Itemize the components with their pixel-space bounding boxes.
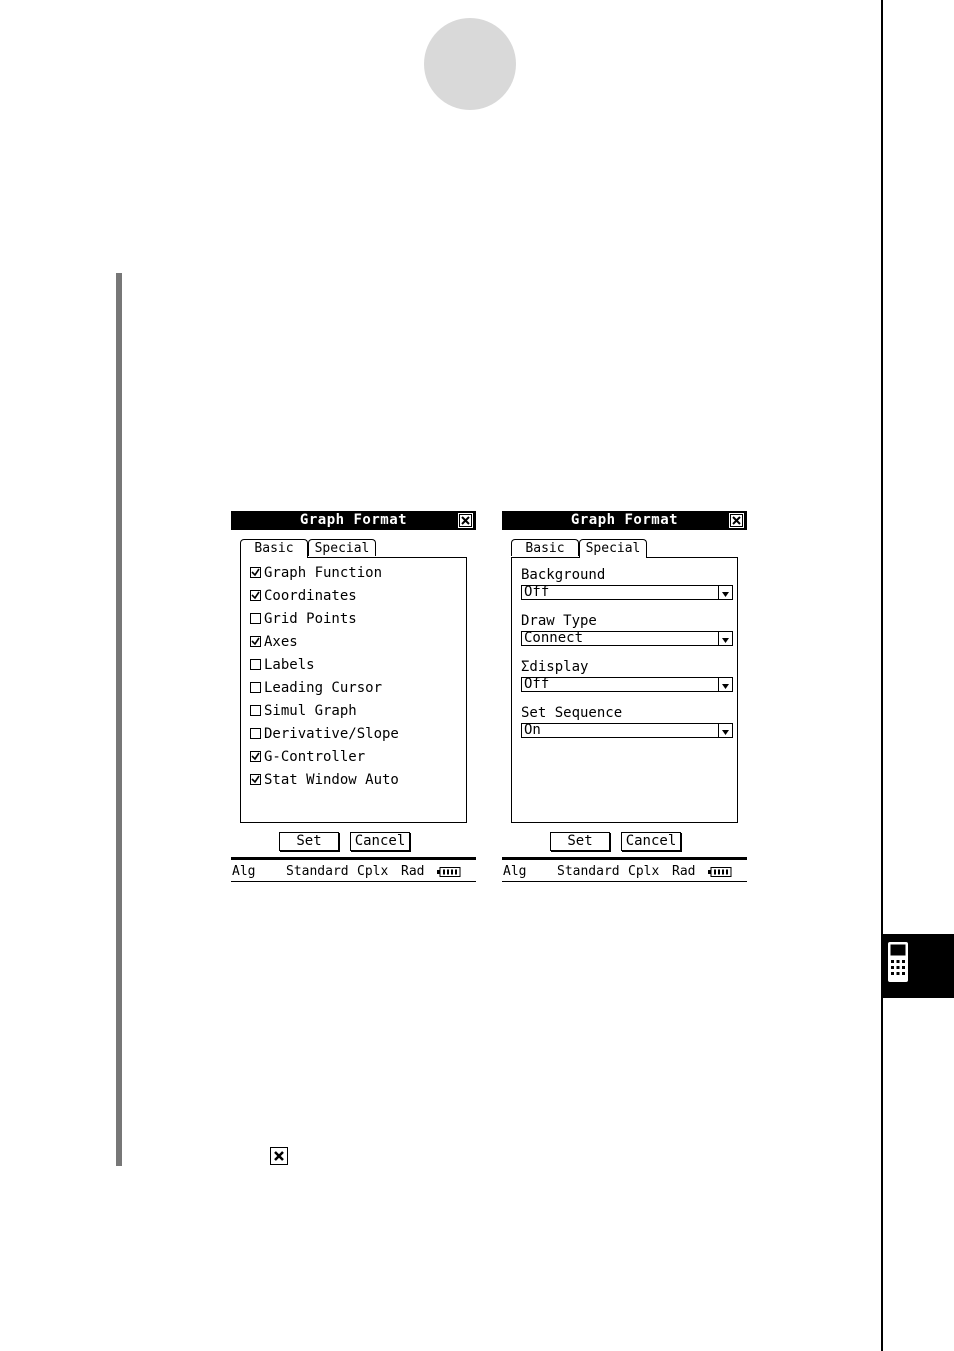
- checkbox-leading-cursor[interactable]: [250, 679, 382, 697]
- status-bottom-rule: [231, 881, 476, 882]
- checkbox-grid-points[interactable]: [250, 610, 357, 628]
- battery-icon: [708, 867, 732, 877]
- checkbox-checked[interactable]: [250, 774, 261, 785]
- checkbox-stat-window-auto[interactable]: [250, 771, 399, 789]
- status-bar: [231, 864, 476, 880]
- checkbox-label: Labels: [264, 657, 315, 673]
- graph-format-dialog-special: [502, 511, 747, 885]
- status-bar: [502, 864, 747, 880]
- checkbox-unchecked[interactable]: [250, 728, 261, 739]
- sigma-display-label: Σdisplay: [521, 659, 589, 675]
- checkbox-checked[interactable]: [250, 636, 261, 647]
- close-icon[interactable]: [729, 513, 744, 528]
- status-bottom-rule: [502, 881, 747, 882]
- checkbox-derivative-slope[interactable]: [250, 725, 399, 743]
- checkbox-checked[interactable]: [250, 751, 261, 762]
- set-sequence-select[interactable]: [521, 723, 733, 738]
- checkbox-unchecked[interactable]: [250, 682, 261, 693]
- status-divider: [231, 857, 476, 860]
- status-standard[interactable]: Standard: [286, 864, 349, 879]
- triangle-down-icon[interactable]: [718, 586, 732, 599]
- close-icon[interactable]: [458, 513, 473, 528]
- checkbox-label: Axes: [264, 634, 298, 650]
- checkbox-label: Stat Window Auto: [264, 772, 399, 788]
- status-rad[interactable]: Rad: [401, 864, 425, 879]
- set-sequence-label: Set Sequence: [521, 705, 623, 721]
- sigma-display-value: Off: [524, 676, 550, 692]
- cancel-button[interactable]: Cancel: [621, 832, 681, 851]
- checkbox-label: Derivative/Slope: [264, 726, 399, 742]
- background-label: Background: [521, 567, 606, 583]
- checkbox-labels[interactable]: [250, 656, 315, 674]
- checkbox-simul-graph[interactable]: [250, 702, 357, 720]
- checkbox-label: Coordinates: [264, 588, 357, 604]
- sigma-display-select[interactable]: [521, 677, 733, 692]
- checkbox-axes[interactable]: [250, 633, 298, 651]
- background-select[interactable]: [521, 585, 733, 600]
- set-sequence-value: On: [524, 722, 541, 738]
- dialog-title: Graph Format: [502, 511, 747, 530]
- tab-basic[interactable]: Basic: [511, 539, 579, 556]
- tab-basic[interactable]: Basic: [240, 539, 308, 558]
- checkbox-label: Leading Cursor: [264, 680, 383, 696]
- checkbox-coordinates[interactable]: [250, 587, 357, 605]
- checkbox-label: Simul Graph: [264, 703, 357, 719]
- checkbox-label: G-Controller: [264, 749, 366, 765]
- checkbox-label: Graph Function: [264, 565, 383, 581]
- triangle-down-icon[interactable]: [718, 632, 732, 645]
- battery-icon: [437, 867, 461, 877]
- checkbox-checked[interactable]: [250, 590, 261, 601]
- graph-format-dialog-basic: [231, 511, 476, 885]
- checkbox-unchecked[interactable]: [250, 659, 261, 670]
- draw-type-select[interactable]: [521, 631, 733, 646]
- draw-type-value: Connect: [524, 630, 584, 646]
- set-button[interactable]: Set: [550, 832, 610, 851]
- status-mode[interactable]: Alg: [503, 864, 527, 879]
- special-settings-panel: [511, 557, 738, 823]
- cancel-button[interactable]: Cancel: [350, 832, 410, 851]
- background-value: Off: [524, 584, 550, 600]
- set-button[interactable]: Set: [279, 832, 339, 851]
- basic-settings-panel: [240, 557, 467, 823]
- checkbox-graph-function[interactable]: [250, 564, 382, 582]
- checkbox-unchecked[interactable]: [250, 705, 261, 716]
- status-cplx[interactable]: Cplx: [628, 864, 660, 879]
- checkbox-g-controller[interactable]: [250, 748, 365, 766]
- tab-special[interactable]: Special: [579, 539, 647, 558]
- checkbox-checked[interactable]: [250, 567, 261, 578]
- status-mode[interactable]: Alg: [232, 864, 256, 879]
- dialog-title: Graph Format: [231, 511, 476, 530]
- status-standard[interactable]: Standard: [557, 864, 620, 879]
- checkbox-unchecked[interactable]: [250, 613, 261, 624]
- tab-special[interactable]: Special: [308, 539, 376, 556]
- checkbox-label: Grid Points: [264, 611, 357, 627]
- section-bar: [116, 273, 122, 1166]
- status-divider: [502, 857, 747, 860]
- triangle-down-icon[interactable]: [718, 678, 732, 691]
- draw-type-label: Draw Type: [521, 613, 597, 629]
- calculator-icon: [887, 941, 909, 983]
- status-cplx[interactable]: Cplx: [357, 864, 389, 879]
- status-rad[interactable]: Rad: [672, 864, 696, 879]
- close-icon: [270, 1147, 288, 1165]
- page-marker-circle: [424, 18, 516, 110]
- chapter-tab: [882, 934, 954, 998]
- triangle-down-icon[interactable]: [718, 724, 732, 737]
- margin-rule: [881, 0, 883, 1351]
